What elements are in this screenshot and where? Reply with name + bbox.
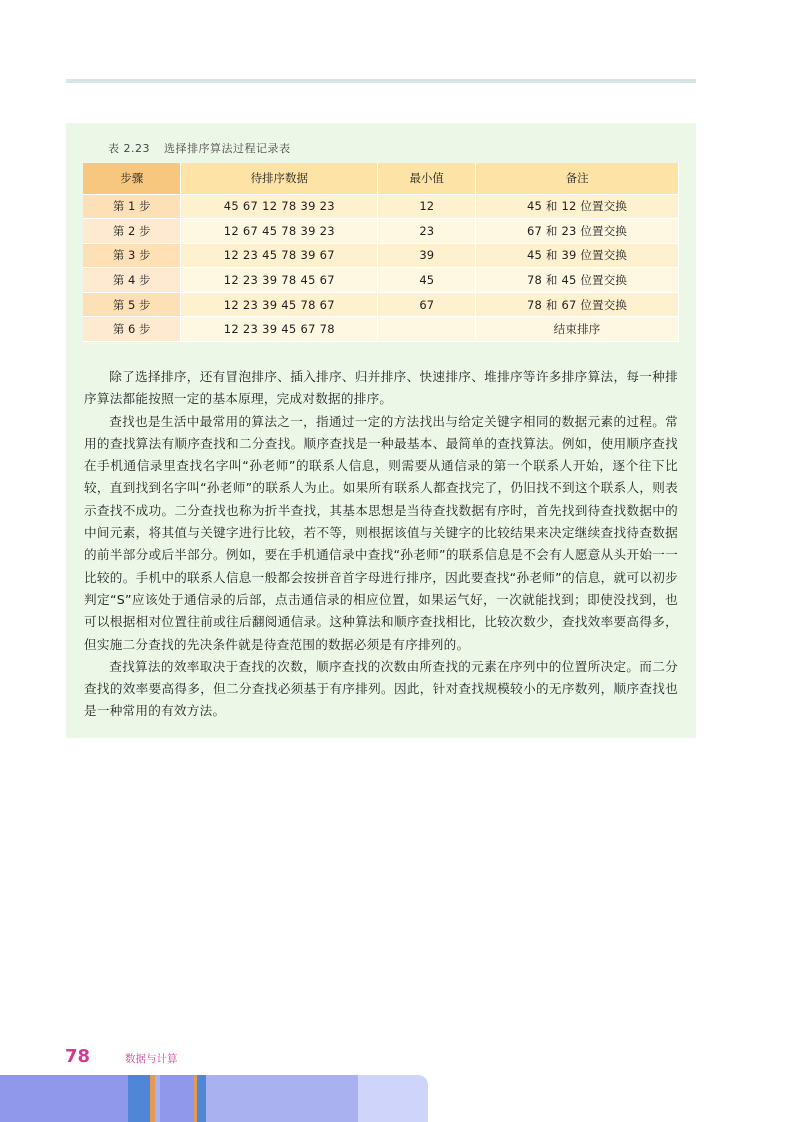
cell-note: 78 和 45 位置交换 (476, 268, 679, 293)
cell-step: 第 4 步 (83, 268, 181, 293)
cell-step: 第 5 步 (83, 292, 181, 317)
cell-note: 67 和 23 位置交换 (476, 219, 679, 244)
cell-step: 第 3 步 (83, 243, 181, 268)
book-title: 数据与计算 (125, 1053, 178, 1065)
cell-data: 12 67 45 78 39 23 (181, 219, 378, 244)
cell-data: 12 23 39 45 67 78 (181, 317, 378, 342)
table-caption-number: 表 2.23 (108, 142, 150, 155)
cell-min (378, 317, 476, 342)
paragraph-sorting-algorithms: 除了选择排序，还有冒泡排序、插入排序、归并排序、快速排序、堆排序等许多排序算法，每一种排序算法都能按照一定的基本原理，完成对数据的排序。 (84, 369, 678, 407)
paragraph-search-efficiency: 查找算法的效率取决于查找的次数，顺序查找的次数由所查找的元素在序列中的位置所决定。而二分查找的效率要高得多，但二分查找必须基于有序排列。因此，针对查找规模较小的无序数列，顺序查找也是一种常用的有效方法。 (84, 658, 678, 719)
cell-min: 12 (378, 194, 476, 219)
cell-data: 12 23 39 45 78 67 (181, 292, 378, 317)
cell-step: 第 2 步 (83, 219, 181, 244)
footer-band-stripe (206, 1075, 358, 1122)
footer-band-stripe (128, 1075, 150, 1122)
table-row (83, 268, 679, 293)
page-number: 78 (65, 1046, 91, 1067)
table-header-row (83, 163, 679, 194)
footer-band (0, 1075, 800, 1122)
cell-step: 第 1 步 (83, 194, 181, 219)
cell-step: 第 6 步 (83, 317, 181, 342)
cell-note: 结束排序 (476, 317, 679, 342)
header-note: 备注 (476, 163, 679, 194)
table-row (83, 243, 679, 268)
cell-min: 45 (378, 268, 476, 293)
cell-min: 67 (378, 292, 476, 317)
cell-min: 39 (378, 243, 476, 268)
cell-note: 78 和 67 位置交换 (476, 292, 679, 317)
header-data: 待排序数据 (181, 163, 378, 194)
body-text (84, 366, 678, 723)
footer-band-stripe (160, 1075, 194, 1122)
cell-data: 12 23 45 78 39 67 (181, 243, 378, 268)
table-row (83, 292, 679, 317)
cell-data: 12 23 39 78 45 67 (181, 268, 378, 293)
footer-band-stripe (0, 1075, 128, 1122)
cell-data: 45 67 12 78 39 23 (181, 194, 378, 219)
top-rule (66, 79, 696, 83)
content-panel (66, 123, 696, 738)
footer-band-stripe (358, 1075, 428, 1122)
cell-note: 45 和 12 位置交换 (476, 194, 679, 219)
header-min: 最小值 (378, 163, 476, 194)
table-row (83, 317, 679, 342)
cell-min: 23 (378, 219, 476, 244)
table-row (83, 194, 679, 219)
cell-note: 45 和 39 位置交换 (476, 243, 679, 268)
footer-band-stripe (197, 1075, 206, 1122)
table-caption (108, 140, 291, 156)
paragraph-search-algorithms: 查找也是生活中最常用的算法之一，指通过一定的方法找出与给定关键字相同的数据元素的过程。常用的查找算法有顺序查找和二分查找。顺序查找是一种最基本、最简单的查找算法。例如，使用顺序查找在手机通信录里查找名字叫“孙老师”的联系人信息，则需要从通信录的第一个联系人开始，逐个往下比较，直到找到名字叫“孙老师”的联系人为止。如果所有联系人都查找完了，仍旧找不到这个联系人，则表示查找不成功。二分查找也称为折半查找，其基本思想是当待查找数据有序时，首先找到待查找数据中的中间元素，将其值与关键字进行比较，若不等，则根据该值与关键字的比较结果来决定继续查找待查数据的前半部分或后半部分。例如，要在手机通信录中查找“孙老师”的联系信息是不会有人愿意从头开始一一比较的。手机中的联系人信息一般都会按拼音首字母进行排序，因此要查找“孙老师”的信息，就可以初步判定“S”应该处于通信录的后部，点击通信录的相应位置，如果运气好，一次就能找到；即使没找到，也可以根据相对位置往前或往后翻阅通信录。这种算法和顺序查找相比，比较次数少，查找效率要高得多，但实施二分查找的先决条件就是待查范围的数据必须是有序排列的。 (84, 413, 678, 652)
selection-sort-table (83, 163, 679, 342)
table-caption-title: 选择排序算法过程记录表 (164, 142, 291, 155)
header-step: 步骤 (83, 163, 181, 194)
table-row (83, 219, 679, 244)
